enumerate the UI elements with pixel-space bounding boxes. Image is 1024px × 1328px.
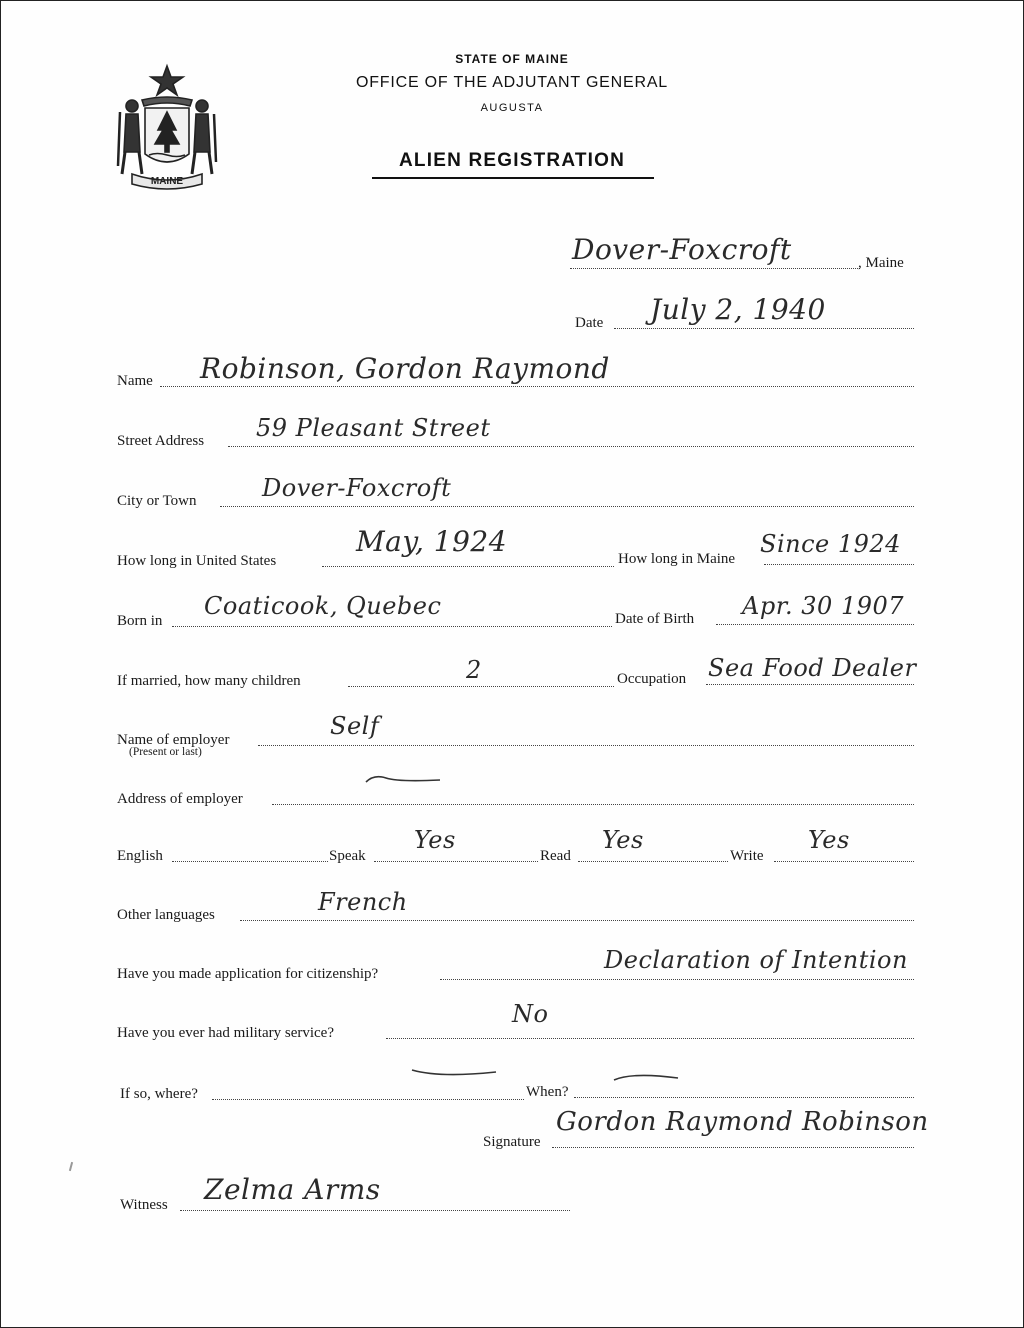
- maine-duration-label: How long in Maine: [618, 551, 736, 567]
- where-label: If so, where?: [120, 1086, 198, 1102]
- city-label: City or Town: [117, 493, 197, 509]
- office-heading: OFFICE OF THE ADJUTANT GENERAL: [355, 74, 669, 91]
- employer-address-line: [272, 804, 914, 805]
- citizenship-line: [440, 979, 914, 980]
- form-title: ALIEN REGISTRATION: [398, 150, 626, 171]
- where-dash: [410, 1062, 500, 1082]
- place-value: Dover-Foxcroft: [572, 233, 792, 266]
- witness-value: Zelma Arms: [204, 1173, 381, 1206]
- us-duration-line: [322, 566, 614, 567]
- maine-duration-value: Since 1924: [760, 530, 901, 558]
- signature-value: Gordon Raymond Robinson: [556, 1107, 929, 1137]
- employer-address-dash: [364, 770, 444, 790]
- name-label: Name: [117, 373, 153, 389]
- signature-line: [552, 1147, 914, 1148]
- speak-value: Yes: [414, 826, 456, 854]
- occupation-line: [706, 684, 914, 685]
- date-line: [614, 328, 914, 329]
- us-duration-value: May, 1924: [356, 525, 508, 558]
- dob-label: Date of Birth: [615, 611, 695, 627]
- employer-sublabel: (Present or last): [129, 746, 202, 758]
- scan-speck: [69, 1162, 73, 1171]
- write-value: Yes: [808, 826, 850, 854]
- city-value: Dover-Foxcroft: [262, 474, 452, 502]
- english-line: [172, 861, 328, 862]
- place-suffix: , Maine: [858, 255, 904, 271]
- employer-label: Name of employer: [117, 732, 230, 748]
- read-label: Read: [540, 848, 571, 864]
- employer-address-label: Address of employer: [117, 791, 243, 807]
- witness-line: [180, 1210, 570, 1211]
- name-line: [160, 386, 914, 387]
- city-line: [220, 506, 914, 507]
- seal-text: MAINE: [150, 176, 184, 187]
- children-line: [348, 686, 614, 687]
- when-line: [574, 1097, 914, 1098]
- street-line: [228, 446, 914, 447]
- write-label: Write: [730, 848, 764, 864]
- other-languages-label: Other languages: [117, 907, 215, 923]
- when-dash: [612, 1070, 682, 1086]
- street-label: Street Address: [117, 433, 205, 449]
- occupation-label: Occupation: [617, 671, 687, 687]
- citizenship-value: Declaration of Intention: [604, 946, 908, 974]
- occupation-value: Sea Food Dealer: [708, 654, 917, 682]
- military-line: [386, 1038, 914, 1039]
- state-heading: STATE OF MAINE: [455, 52, 569, 66]
- speak-label: Speak: [329, 848, 366, 864]
- read-line: [578, 861, 728, 862]
- read-value: Yes: [602, 826, 644, 854]
- us-duration-label: How long in United States: [117, 553, 277, 569]
- other-languages-line: [240, 920, 914, 921]
- born-in-label: Born in: [117, 613, 163, 629]
- children-value: 2: [466, 656, 482, 684]
- born-in-line: [172, 626, 612, 627]
- maine-duration-line: [764, 564, 914, 565]
- place-line: [570, 268, 860, 269]
- write-line: [774, 861, 914, 862]
- citizenship-label: Have you made application for citizenship?: [117, 966, 379, 982]
- where-line: [212, 1099, 524, 1100]
- witness-label: Witness: [120, 1197, 168, 1213]
- other-languages-value: French: [318, 888, 408, 916]
- speak-line: [374, 861, 538, 862]
- when-label: When?: [526, 1084, 569, 1100]
- title-underline: [372, 177, 654, 179]
- english-label: English: [117, 848, 163, 864]
- street-value: 59 Pleasant Street: [256, 414, 491, 442]
- dob-line: [716, 624, 914, 625]
- date-value: July 2, 1940: [650, 293, 826, 326]
- name-value: Robinson, Gordon Raymond: [200, 352, 610, 385]
- military-value: No: [512, 1000, 549, 1028]
- dob-value: Apr. 30 1907: [742, 592, 905, 620]
- date-label: Date: [575, 315, 604, 331]
- military-label: Have you ever had military service?: [117, 1025, 334, 1041]
- children-label: If married, how many children: [117, 673, 301, 689]
- employer-value: Self: [330, 712, 380, 740]
- signature-label: Signature: [483, 1134, 541, 1150]
- employer-line: [258, 745, 914, 746]
- city-heading: AUGUSTA: [480, 102, 544, 114]
- born-in-value: Coaticook, Quebec: [204, 592, 442, 620]
